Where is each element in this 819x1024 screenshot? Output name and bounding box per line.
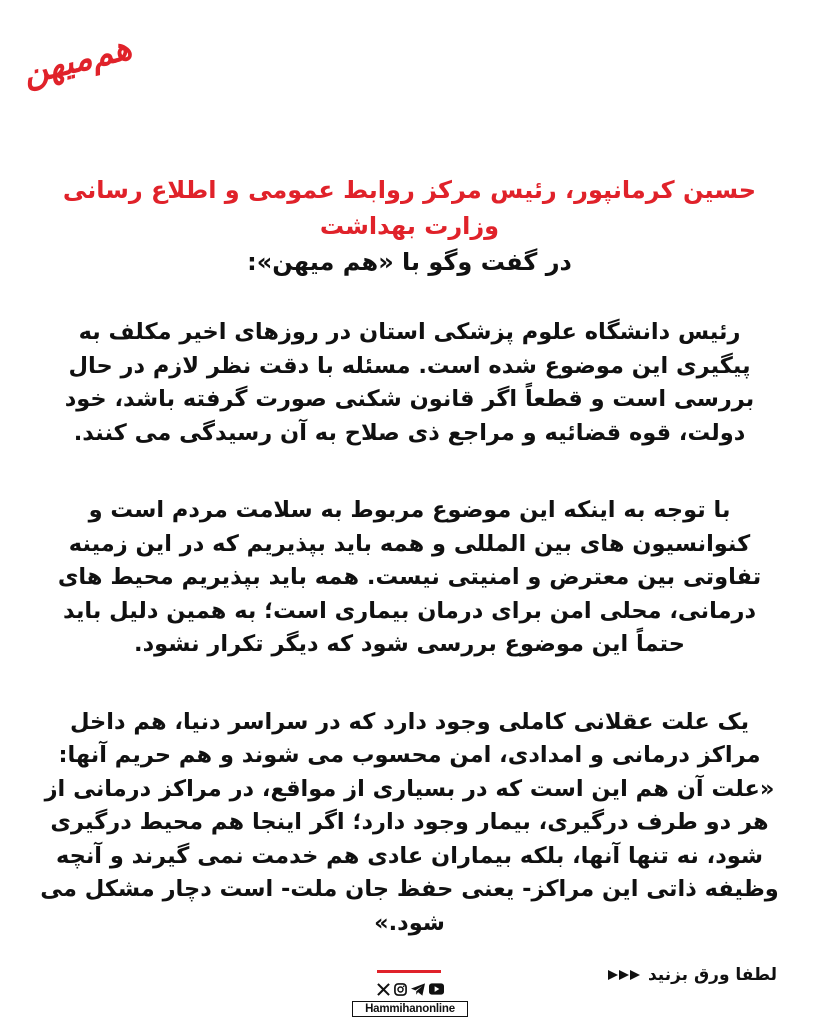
footer-divider (377, 970, 441, 973)
youtube-icon[interactable] (429, 983, 444, 995)
brand-logo: هم‌میهن (18, 27, 136, 94)
paragraph-2: با توجه به اینکه این موضوع مربوط به سلامت مردم است و کنوانسیون های بین المللی و همه باید بپذیریم که در این زمینه تفاوتی بین معترض و امنیتی نیست. همه باید بپذیریم محیط های درمانی، محلی امن برای درمان بیماری است؛ به همین دلیل باید حتماً این موضوع بررسی شود که دیگر تکرار نشود. (57, 497, 762, 657)
headline: حسین کرمانپور، رئیس مرکز روابط عمومی و اطلاع رسانی وزارت بهداشت (62, 176, 757, 240)
instagram-icon[interactable] (394, 983, 407, 996)
social-handle[interactable]: Hammihanonline (352, 1001, 468, 1017)
swipe-hint (608, 963, 777, 987)
article-body (40, 172, 779, 984)
social-icons (372, 981, 448, 997)
subheadline: در گفت وگو با «هم میهن»: (247, 248, 572, 276)
x-icon[interactable] (377, 983, 390, 996)
paragraph-1: رئیس دانشگاه علوم پزشکی استان در روزهای اخیر مکلف به پیگیری این موضوع شده است. مسئله با دقت نظر لازم در حال بررسی است و قطعاً اگر قانون شکنی صورت گرفته باشد، خود دولت، قوه قضائیه و مراجع ذی صلاح به آن رسیدگی می کنند. (64, 319, 755, 446)
paragraph-3: یک علت عقلانی کاملی وجود دارد که در سراسر دنیا، هم داخل مراکز درمانی و امدادی، امن محسوب می شوند و هم حریم آنها: «علت آن هم این است که در بسیاری از مواقع، در مراکز درمانی از هر دو طرف درگیری، بیمار وجود دارد؛ اگر اینجا هم محیط درگیری شود، نه تنها آنها، بلکه بیماران عادی هم خدمت نمی گیرند و آنچه وظیفه ذاتی این مراکز- یعنی حفظ جان ملت- است دچار مشکل می شود.» (40, 708, 779, 936)
swipe-text: لطفا ورق بزنید (647, 965, 777, 985)
triple-arrow-right-icon (608, 970, 640, 980)
telegram-icon[interactable] (411, 983, 425, 996)
